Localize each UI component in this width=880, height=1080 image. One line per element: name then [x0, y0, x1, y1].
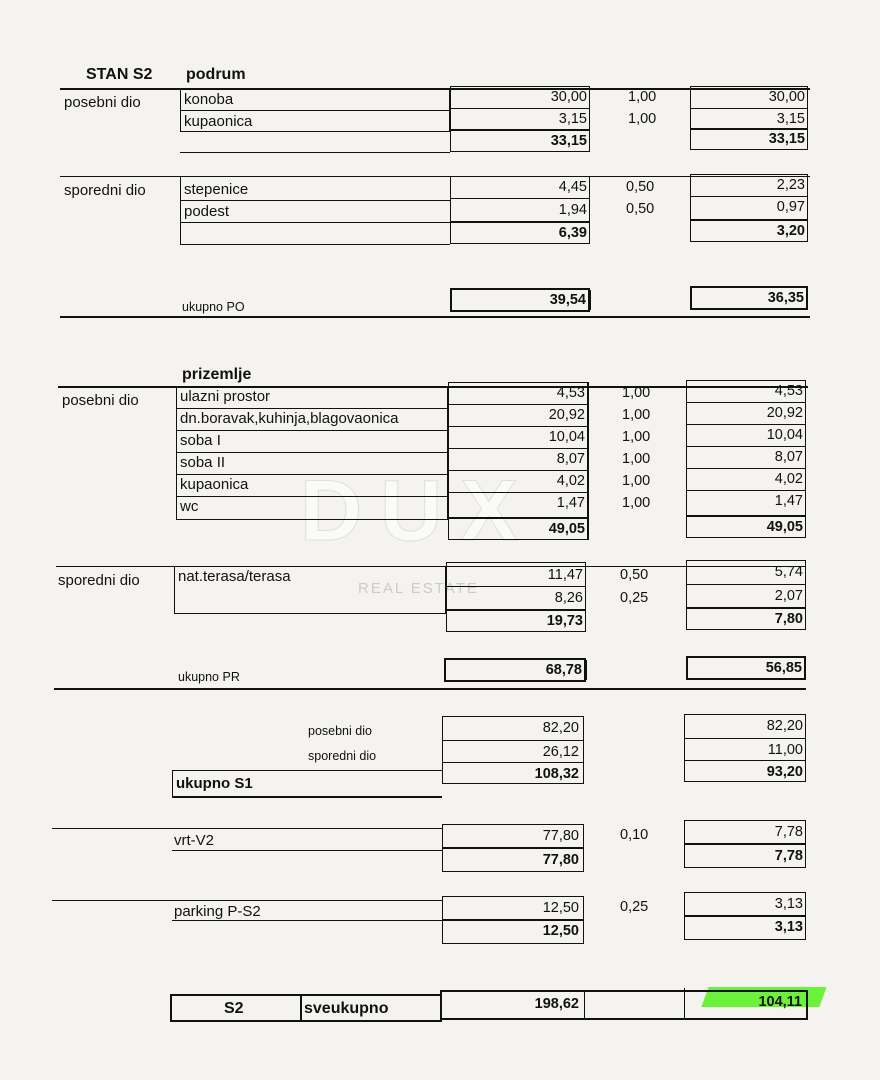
prizemlje-sporedni-net: 2,07: [774, 588, 803, 604]
prizemlje-posebni-row-name: soba II: [180, 454, 226, 471]
podrum-posebni-row-name: kupaonica: [184, 113, 253, 130]
podrum-sporedni-factor: 0,50: [626, 201, 655, 217]
vrt-net: 7,78: [774, 824, 803, 840]
parking-factor: 0,25: [620, 899, 649, 915]
vrt-factor: 0,10: [620, 827, 649, 843]
prizemlje-posebni-name-box: [176, 386, 448, 520]
podrum-sporedni-area: 1,94: [558, 202, 587, 218]
podrum-posebni-row-name: konoba: [184, 91, 234, 108]
row-divider: [448, 404, 588, 405]
ukupno-po-net: 36,35: [767, 290, 804, 306]
ukupno-s1-area: 108,32: [534, 766, 579, 782]
prizemlje-posebni-area: 10,04: [548, 429, 585, 445]
column-line: [588, 382, 589, 540]
row-divider: [442, 762, 584, 763]
column-line: [590, 290, 591, 310]
prizemlje-posebni-row-name: ulazni prostor: [180, 388, 271, 405]
column-line: [180, 176, 181, 244]
vrt-total-net: 7,78: [774, 848, 803, 864]
watermark-logo: DUX: [300, 463, 536, 559]
row-divider: [176, 430, 448, 431]
prizemlje-sporedni-area: 8,26: [554, 590, 583, 606]
parking-net: 3,13: [774, 896, 803, 912]
grand-total-unit: S2: [224, 1000, 244, 1017]
row-divider: [176, 474, 448, 475]
podrum-sporedni-label: sporedni dio: [64, 182, 146, 199]
ukupno-s1-label: ukupno S1: [176, 775, 253, 792]
row-divider: [180, 222, 450, 223]
divider: [54, 688, 806, 690]
prizemlje-posebni-factor: 1,00: [622, 429, 651, 445]
prizemlje-posebni-total-area: 49,05: [548, 521, 585, 537]
ukupno-pr-net: 56,85: [765, 660, 802, 676]
podrum-posebni-area: 30,00: [550, 89, 587, 105]
prizemlje-title: prizemlje: [182, 366, 252, 383]
row-divider: [176, 408, 448, 409]
s1-sporedni-area: 26,12: [542, 744, 579, 760]
prizemlje-sporedni-factor: 0,50: [620, 567, 649, 583]
podrum-title: podrum: [186, 66, 246, 83]
row-divider: [690, 196, 808, 197]
prizemlje-sporedni-total-net: 7,80: [774, 611, 803, 627]
row-divider: [172, 796, 442, 798]
prizemlje-posebni-factor: 1,00: [622, 385, 651, 401]
row-divider: [686, 468, 806, 469]
prizemlje-posebni-area: 4,53: [556, 385, 585, 401]
row-divider: [686, 446, 806, 447]
prizemlje-posebni-factor: 1,00: [622, 407, 651, 423]
row-divider: [176, 496, 448, 497]
podrum-sporedni-row-name: stepenice: [184, 181, 249, 198]
s1-sporedni-label: sporedni dio: [308, 749, 377, 763]
parking-total-area: 12,50: [542, 923, 579, 939]
podrum-posebni-label: posebni dio: [64, 94, 141, 111]
vrt-area: 77,80: [542, 828, 579, 844]
s1-sporedni-net: 11,00: [767, 742, 803, 758]
prizemlje-posebni-area: 8,07: [556, 451, 585, 467]
ukupno-po-area: 39,54: [549, 292, 586, 308]
row-divider: [180, 244, 450, 245]
row-divider: [180, 152, 450, 153]
podrum-posebni-total-area: 33,15: [550, 133, 587, 149]
divider: [52, 828, 442, 829]
row-divider: [446, 586, 586, 587]
prizemlje-sporedni-area: 11,47: [547, 567, 583, 583]
podrum-posebni-net: 3,15: [776, 111, 805, 127]
podrum-sporedni-row-name: podest: [184, 203, 230, 220]
prizemlje-posebni-row-name: wc: [180, 498, 199, 515]
prizemlje-posebni-row-name: dn.boravak,kuhinja,blagovaonica: [180, 410, 399, 427]
prizemlje-posebni-factor: 1,00: [622, 451, 651, 467]
prizemlje-posebni-row-name: kupaonica: [180, 476, 249, 493]
prizemlje-posebni-factor: 1,00: [622, 495, 651, 511]
prizemlje-posebni-net: 4,53: [774, 383, 803, 399]
row-divider: [448, 426, 588, 427]
vrt-total-area: 77,80: [542, 852, 579, 868]
column-line: [300, 994, 302, 1022]
row-divider: [176, 452, 448, 453]
row-divider: [180, 110, 450, 111]
podrum-posebni-factor: 1,00: [628, 89, 657, 105]
prizemlje-posebni-net: 4,02: [774, 471, 803, 487]
row-divider: [684, 738, 806, 739]
row-divider: [448, 492, 588, 493]
podrum-sporedni-net: 0,97: [776, 199, 805, 215]
podrum-posebni-factor: 1,00: [628, 111, 657, 127]
row-divider: [448, 448, 588, 449]
row-divider: [172, 770, 442, 771]
prizemlje-posebni-net: 20,92: [766, 405, 803, 421]
podrum-sporedni-area: 4,45: [558, 179, 587, 195]
prizemlje-sporedni-factor: 0,25: [620, 590, 649, 606]
prizemlje-sporedni-net: 5,74: [774, 564, 803, 580]
row-divider: [684, 760, 806, 761]
divider: [52, 900, 442, 901]
prizemlje-posebni-net: 10,04: [766, 427, 803, 443]
prizemlje-posebni-area: 20,92: [548, 407, 585, 423]
parking-area: 12,50: [542, 900, 579, 916]
podrum-sporedni-total-area: 6,39: [558, 225, 587, 241]
prizemlje-posebni-factor: 1,00: [622, 473, 651, 489]
podrum-sporedni-net: 2,23: [776, 177, 805, 193]
podrum-posebni-area: 3,15: [558, 111, 587, 127]
parking-total-net: 3,13: [774, 919, 803, 935]
podrum-posebni-net: 30,00: [768, 89, 805, 105]
row-divider: [686, 402, 806, 403]
row-divider: [450, 198, 590, 199]
watermark-subtitle: REAL ESTATE: [358, 580, 479, 597]
prizemlje-sporedni-row-name: nat.terasa/terasa: [178, 568, 291, 585]
row-divider: [686, 584, 806, 585]
podrum-sporedni-total-net: 3,20: [776, 223, 805, 239]
ukupno-po-label: ukupno PO: [182, 300, 245, 314]
row-divider: [450, 108, 590, 109]
row-divider: [686, 490, 806, 491]
grand-total-area: 198,62: [534, 996, 579, 1012]
s1-posebni-net: 82,20: [766, 718, 803, 734]
row-divider: [690, 108, 808, 109]
s1-posebni-area: 82,20: [542, 720, 579, 736]
row-divider: [448, 470, 588, 471]
prizemlje-sporedni-label: sporedni dio: [58, 572, 140, 589]
row-divider: [686, 424, 806, 425]
s1-posebni-label: posebni dio: [308, 724, 372, 738]
prizemlje-posebni-area: 1,47: [556, 495, 585, 511]
podrum-posebni-total-net: 33,15: [768, 131, 805, 147]
grand-total-label: sveukupno: [304, 1000, 389, 1017]
ukupno-pr-area: 68,78: [545, 662, 582, 678]
column-line: [586, 660, 587, 680]
column-line: [584, 990, 585, 1020]
grand-total-net: 104,11: [758, 994, 802, 1010]
row-divider: [172, 850, 442, 851]
prizemlje-posebni-total-net: 49,05: [766, 519, 803, 535]
parking-name: parking P-S2: [174, 903, 261, 920]
prizemlje-posebni-area: 4,02: [556, 473, 585, 489]
row-divider: [442, 740, 584, 741]
prizemlje-sporedni-total-area: 19,73: [546, 613, 583, 629]
ukupno-pr-label: ukupno PR: [178, 670, 240, 684]
prizemlje-posebni-label: posebni dio: [62, 392, 139, 409]
vrt-name: vrt-V2: [174, 832, 215, 849]
unit-title: STAN S2: [86, 66, 153, 83]
podrum-sporedni-factor: 0,50: [626, 179, 655, 195]
column-line: [172, 770, 173, 796]
ukupno-s1-net: 93,20: [766, 764, 803, 780]
divider: [60, 316, 810, 318]
prizemlje-posebni-net: 1,47: [774, 493, 803, 509]
row-divider: [180, 200, 450, 201]
prizemlje-posebni-row-name: soba I: [180, 432, 221, 449]
prizemlje-posebni-net: 8,07: [774, 449, 803, 465]
